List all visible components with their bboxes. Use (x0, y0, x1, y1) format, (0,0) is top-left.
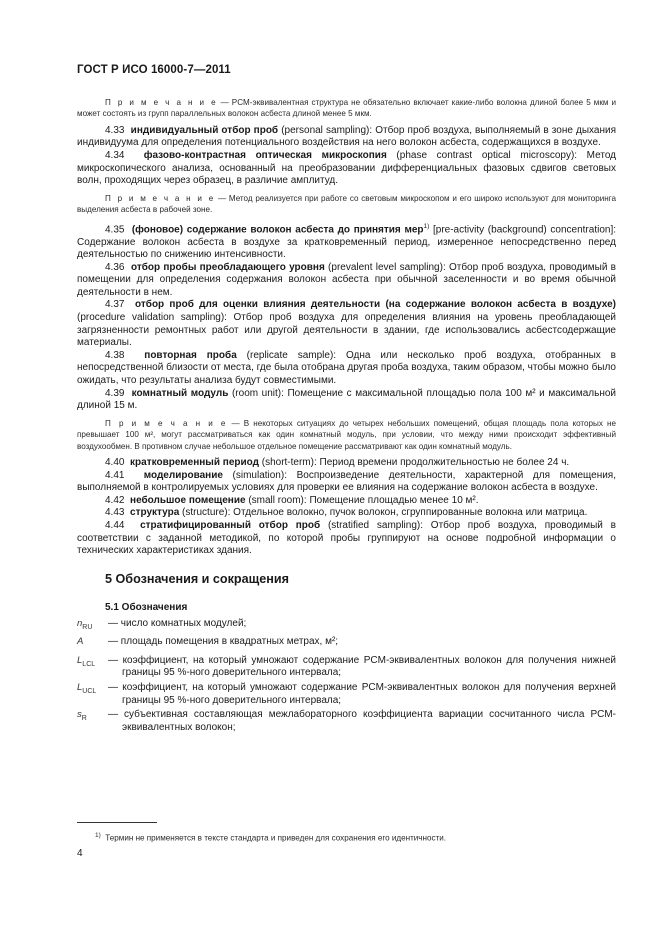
symbol-subscript: UCL (82, 687, 97, 695)
term-number: 4.33 (105, 124, 125, 136)
symbol-item (77, 709, 616, 734)
symbol (77, 636, 108, 652)
term-4-39 (77, 388, 616, 413)
term-name: (фоновое) содержание волокон асбеста до принятия мер (131, 223, 424, 235)
term-4-33 (77, 125, 616, 150)
note-label: П р и м е ч а н и е (105, 98, 218, 107)
term-number: 4.44 (105, 520, 125, 532)
subsection-heading: 5.1 Обозначения (105, 601, 188, 613)
term-name: отбор пробы преобладающего уровня (130, 261, 325, 273)
note-paragraph (77, 193, 616, 216)
term-number: 4.37 (105, 299, 125, 311)
symbol (77, 709, 108, 734)
term-definition: (structure): Отдельное волокно, пучок волокон, сгруппированные волокна или матрица. (179, 507, 588, 519)
symbol-letter: L (77, 681, 83, 693)
term-definition: (stratified sampling): Отбор проб воздуха, проводимый в соответствии с заданной методикой, по которой пробы группируют на основе подробной информации о технических характеристиках здания. (77, 520, 616, 557)
section-heading: 5 Обозначения и сокращения (105, 571, 289, 586)
symbol-description: — число комнатных модулей; (108, 617, 247, 629)
note-text: — В некоторых ситуациях до четырех небольших помещений, общая площадь пола которых не превышает 100 м², могут рассматриваться как один комнатный модуль, при условии, что между ними происходит эффективный воздухообмен. В противном случае небольшое отдельное помещение рассматривают как один комнатный модуль. (77, 418, 616, 451)
symbol (77, 655, 108, 680)
symbol-description: — субъективная составляющая межлабораторного коэффициента вариации сосчитанного числа PCM-эквивалентных волокон; (108, 709, 616, 733)
note-text: — PCM-эквивалентная структура не обязательно включает какие-либо волокна длиной более 5 мкм и может состоять из групп параллельных волокон асбеста длиной менее 5 мкм. (77, 98, 617, 119)
symbol-subscript: RU (82, 623, 93, 631)
term-definition: (room unit): Помещение с максимальной площадью пола 100 м² и максимальной длиной 15 м. (77, 387, 616, 412)
term-4-38 (77, 350, 616, 388)
symbol-item (77, 655, 616, 680)
page-number: 4 (77, 848, 83, 859)
term-4-42 (77, 495, 616, 508)
symbol-letter: n (77, 617, 83, 629)
term-number: 4.43 (105, 507, 125, 519)
term-number: 4.40 (105, 457, 125, 469)
term-name: стратифицированный отбор проб (140, 520, 321, 532)
term-name: отбор проб для оценки влияния деятельности (на содержание волокон асбеста в воздухе) (135, 299, 616, 311)
symbol-letter: A (77, 636, 84, 648)
term-4-43 (77, 507, 616, 520)
footnote-divider (77, 822, 157, 823)
term-definition: (prevalent level sampling): Отбор проб воздуха, проводимый в помещении для определения содержания волокон асбеста при обычной заселенности и во время обычной деятельности в нем. (77, 261, 616, 298)
symbol-subscript: R (81, 715, 87, 723)
symbol-description: — коэффициент, на который умножают содержание PCM-эквивалентных волокон для получения нижней границы 95 %-ного доверительного интервала; (108, 654, 616, 679)
note-label: П р и м е ч а н и е (105, 418, 228, 428)
term-definition: (short-term): Период времени продолжительностью не более 24 ч. (258, 457, 570, 469)
term-definition: (personal sampling): Отбор проб воздуха, выполняемый в зоне дыхания индивидуума для определения потенциального воздействия на него волокон асбеста, содержащихся в воздухе. (77, 124, 617, 149)
note-text: — Метод реализуется при работе со световым микроскопом и его широко используют для мониторинга выделения асбеста в рабочей зоне. (77, 193, 616, 215)
symbol-item (77, 636, 616, 652)
term-number: 4.39 (105, 387, 125, 399)
term-4-35 (77, 221, 616, 262)
term-number: 4.36 (105, 261, 125, 273)
term-4-40 (77, 457, 616, 470)
symbol (77, 618, 108, 634)
symbol-letter: s (77, 709, 82, 721)
term-number: 4.42 (105, 494, 125, 506)
term-name: индивидуальный отбор проб (130, 124, 279, 136)
term-name: комнатный модуль (131, 387, 229, 399)
footnote-text: Термин не применяется в тексте стандарта и приведен для сохранения его идентичности. (105, 833, 447, 843)
term-name: моделирование (143, 469, 223, 481)
term-4-44 (77, 520, 616, 558)
term-definition: (simulation): Воспроизведение деятельности, характерной для помещения, выполняемой в контролируемых условиях для проверки ее влияния на содержание волокон асбеста в воздухе. (77, 469, 616, 494)
note-label: П р и м е ч а н и е (105, 193, 216, 203)
term-name: кратковременный период (130, 457, 259, 469)
term-number: 4.41 (105, 469, 125, 481)
document-header: ГОСТ Р ИСО 16000-7—2011 (77, 64, 231, 76)
term-4-34 (77, 150, 616, 188)
term-number: 4.34 (105, 150, 125, 161)
term-definition: (procedure validation sampling): Отбор проб воздуха для определения влияния на уровень преобладающей загрязненности ремонтных работ или другой деятельности в здании, где использовались асбестсодержащие материалы. (77, 312, 616, 349)
term-definition: (replicate sample): Одна или несколько проб воздуха, отобранных в непосредственной близости от места, где была отобрана другая проба воздуха, таким образом, чтобы можно было ожидать, что результаты анализа будут совместимыми. (77, 349, 616, 387)
term-number: 4.35 (105, 223, 125, 235)
term-definition: (small room): Помещение площадью менее 10 м². (245, 494, 479, 506)
term-4-36 (77, 262, 616, 300)
term-definition: [pre-activity (background) concentration]: Содержание волокон асбеста в воздухе за кратковременный период, измеренное непосредственно перед деятельностью по снижению интенсивности. (77, 223, 616, 261)
footnote-mark: 1) (95, 832, 101, 839)
footnote (95, 832, 446, 843)
term-number: 4.38 (105, 349, 125, 361)
term-name: структура (130, 507, 180, 519)
symbol-letter: L (77, 654, 83, 666)
footnote-ref: 1) (423, 222, 430, 230)
term-4-41 (77, 470, 616, 495)
symbol-subscript: LCL (82, 660, 96, 668)
term-4-37 (77, 299, 616, 349)
term-definition: (phase contrast optical microscopy): Метод микроскопического анализа, основанный на преобразовании дифференциальных фазовых сдвигов световых волн, проходящих через образец, в различие амплитуд. (77, 150, 616, 187)
symbol-description: — площадь помещения в квадратных метрах, м²; (108, 636, 339, 648)
page-content (77, 92, 616, 734)
term-name: небольшое помещение (130, 494, 246, 506)
term-name: повторная проба (144, 349, 237, 361)
note-paragraph (77, 97, 616, 120)
symbol-list (77, 618, 616, 735)
symbol-item (77, 682, 616, 707)
symbol-item (77, 618, 616, 634)
term-name: фазово-контрастная оптическая микроскопия (143, 150, 387, 161)
symbol-description: — коэффициент, на который умножают содержание PCM-эквивалентных волокон для получения верхней границы 95 %-ного доверительного интервала; (108, 681, 616, 706)
symbol (77, 682, 108, 707)
note-paragraph (77, 418, 616, 452)
